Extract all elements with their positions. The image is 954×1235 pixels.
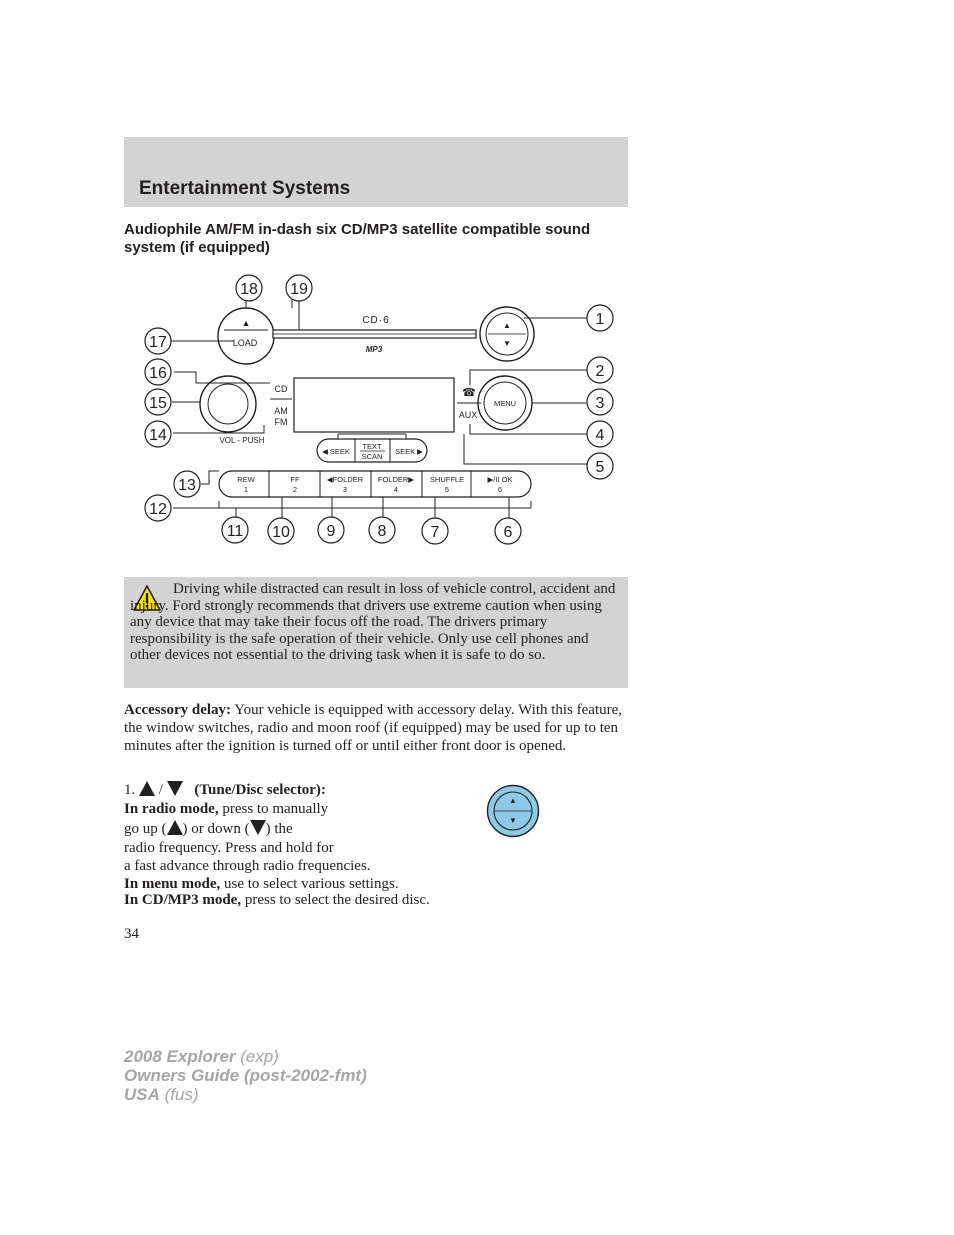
load-label: LOAD xyxy=(232,338,258,348)
callout-18: 18 xyxy=(240,281,258,298)
am-label: AM xyxy=(274,406,288,416)
warning-box xyxy=(124,577,628,688)
callout-9: 9 xyxy=(326,523,336,540)
vol-label: VOL - PUSH xyxy=(219,436,265,445)
preset-2-name: FF xyxy=(290,475,300,484)
footer-line-2 xyxy=(124,1066,367,1085)
preset-4-name: FOLDER▶ xyxy=(377,475,415,484)
cd-label: CD xyxy=(274,384,288,394)
cd-mode-text: press to select the desired disc. xyxy=(244,892,430,908)
or-down-text: ) or down ( xyxy=(182,821,250,837)
callout-6: 6 xyxy=(503,524,513,541)
callout-17: 17 xyxy=(149,334,167,351)
sub-heading: Audiophile AM/FM in-dash six CD/MP3 satellite compatible sound system (if equipped) xyxy=(124,221,591,256)
callout-16: 16 xyxy=(149,365,167,382)
warning-text: Driving while distracted can result in loss of vehicle control, accident and injury. Ford strongly recommends that drivers use extreme caution when using any device that may take their focus off the road. The drivers primary responsibility is the safe operation of their vehicle. Only use cell phones and other devices not essential to the driving task when it is safe to do so. xyxy=(130,581,616,664)
callout-11: 11 xyxy=(226,523,244,540)
knob-down-glyph: ▼ xyxy=(509,816,517,825)
footer-market: USA xyxy=(124,1085,160,1104)
item-number: 1. xyxy=(124,782,136,798)
page-number: 34 xyxy=(124,926,139,942)
item-title: (Tune/Disc selector): xyxy=(194,782,326,798)
accessory-label: Accessory delay: xyxy=(124,702,232,718)
load-knob xyxy=(218,308,274,364)
callout-12: 12 xyxy=(149,501,167,518)
radio-diagram xyxy=(124,270,628,560)
footer-line-3 xyxy=(124,1085,367,1104)
tune-down-glyph: ▼ xyxy=(503,339,511,348)
item-1-heading xyxy=(124,781,326,799)
callout-5: 5 xyxy=(595,459,605,476)
callout-4: 4 xyxy=(595,427,605,444)
footer xyxy=(124,1047,367,1104)
callout-7: 7 xyxy=(430,524,440,541)
arrow-up-icon xyxy=(139,781,155,796)
arrow-up-icon xyxy=(167,820,183,835)
brand-cd: CD·6 xyxy=(362,315,390,326)
accessory-text: Your vehicle is equipped with accessory delay. With this feature, the window switches, radio and moon roof (if equipped) may be used for up to ten minutes after the ignition is turned off or until either front door is opened. xyxy=(124,702,623,754)
arrow-down-icon xyxy=(250,820,266,835)
cd-mode-label: In CD/MP3 mode, xyxy=(124,892,242,908)
preset-1-num: 1 xyxy=(243,485,249,494)
brand-mp3: MP3 xyxy=(365,345,383,354)
accessory-paragraph xyxy=(124,702,628,755)
aux-label: AUX xyxy=(458,410,478,420)
preset-3-name: ◀FOLDER xyxy=(326,475,364,484)
preset-4-num: 4 xyxy=(393,485,399,494)
eject-glyph: ▲ xyxy=(241,318,251,328)
preset-5-num: 5 xyxy=(444,485,450,494)
display xyxy=(294,378,454,432)
footer-line-1 xyxy=(124,1047,367,1066)
knob-up-glyph: ▲ xyxy=(509,796,517,805)
callout-10: 10 xyxy=(272,524,290,541)
radio-mode-line xyxy=(124,800,328,818)
radio-text-3: a fast advance through radio frequencies. xyxy=(124,858,371,874)
footer-model: 2008 Explorer xyxy=(124,1047,236,1066)
tune-knob-icon xyxy=(486,784,540,838)
callout-1: 1 xyxy=(595,311,605,328)
cd-mode-line xyxy=(124,891,430,909)
arrow-down-icon xyxy=(167,781,183,796)
preset-2-num: 2 xyxy=(292,485,298,494)
callout-15: 15 xyxy=(149,395,167,412)
preset-bar xyxy=(219,471,531,497)
menu-mode-label: In menu mode, xyxy=(124,876,221,892)
preset-3-num: 3 xyxy=(342,485,348,494)
footer-market-code: (fus) xyxy=(159,1085,199,1104)
callout-13: 13 xyxy=(178,477,196,494)
callout-2: 2 xyxy=(595,363,605,380)
go-up-text: go up ( xyxy=(124,821,167,837)
menu-label: MENU xyxy=(493,399,517,408)
callout-3: 3 xyxy=(595,395,605,412)
menu-mode-text: use to select various settings. xyxy=(224,876,399,892)
callout-19: 19 xyxy=(290,281,308,298)
footer-guide: Owners Guide (post-2002-fmt) xyxy=(124,1066,367,1085)
tune-up-glyph: ▲ xyxy=(503,321,511,330)
preset-1-name: REW xyxy=(237,475,255,484)
fm-label: FM xyxy=(274,417,288,427)
seek-left-label: ◀ SEEK xyxy=(322,447,350,456)
callout-14: 14 xyxy=(149,427,167,444)
scan-label: SCAN xyxy=(361,452,383,461)
footer-model-code: (exp) xyxy=(235,1047,279,1066)
preset-6-name: ▶/II OK xyxy=(487,475,513,484)
radio-text-2: radio frequency. Press and hold for xyxy=(124,840,334,856)
go-up-line xyxy=(124,820,293,838)
text-label: TEXT xyxy=(362,442,382,451)
the-text: ) the xyxy=(265,821,293,837)
preset-5-name: SHUFFLE xyxy=(429,475,465,484)
seek-right-label: SEEK ▶ xyxy=(395,447,423,456)
section-title: Entertainment Systems xyxy=(139,178,351,199)
callout-8: 8 xyxy=(377,523,387,540)
preset-6-num: 6 xyxy=(497,485,503,494)
phone-glyph: ☎ xyxy=(462,387,476,399)
slash: / xyxy=(158,782,163,798)
radio-mode-label: In radio mode, xyxy=(124,801,219,817)
radio-mode-text-1: press to manually xyxy=(222,801,329,817)
